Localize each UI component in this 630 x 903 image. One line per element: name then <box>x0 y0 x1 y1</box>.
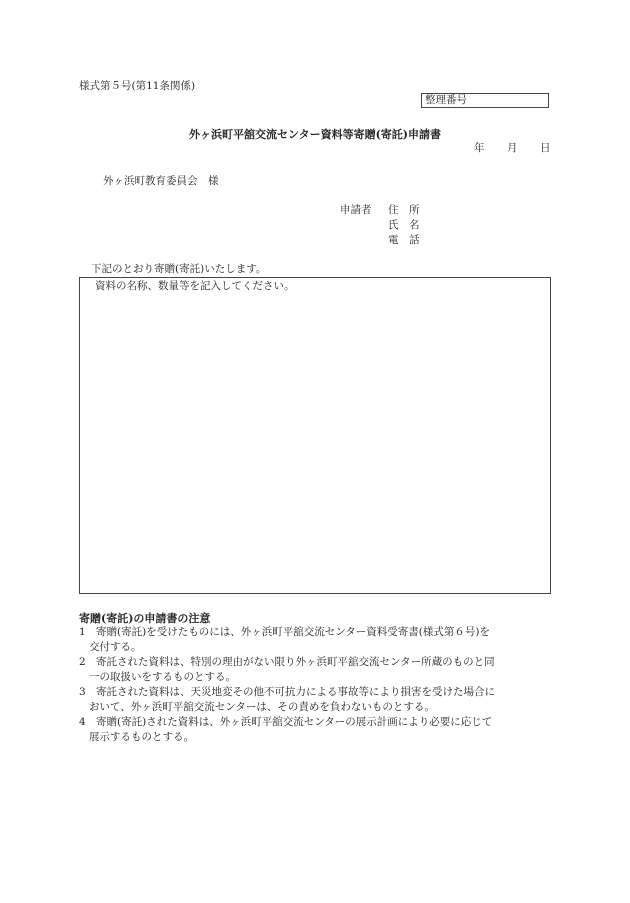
note-item <box>79 625 554 655</box>
note-item <box>79 715 554 745</box>
note-number: 3 <box>79 686 86 698</box>
date-day-label: 日 <box>540 142 551 154</box>
reference-number-label: 整理番号 <box>425 94 467 106</box>
applicant-address-label: 住 所 <box>388 204 420 216</box>
date-year-label: 年 <box>474 142 485 154</box>
note-item <box>79 685 554 715</box>
note-number: 2 <box>79 656 86 668</box>
note-text-continued: おいて、外ヶ浜町平舘交流センターは、その責めを負わないものとする。 <box>89 701 435 713</box>
note-text: 寄贈(寄託)された資料は、外ヶ浜町平舘交流センターの展示計画により必要に応じて <box>96 716 493 728</box>
note-text-continued: 一の取扱いをするものとする。 <box>89 671 236 683</box>
materials-entry-instruction: 資料の名称、数量等を記入してください。 <box>95 280 295 292</box>
intro-text: 下記のとおり寄贈(寄託)いたします。 <box>91 263 267 275</box>
reference-number-field[interactable] <box>421 93 549 108</box>
notes-heading: 寄贈(寄託)の申請書の注意 <box>79 612 211 625</box>
document-title: 外ヶ浜町平舘交流センター資料等寄贈(寄託)申請書 <box>189 128 441 141</box>
note-item <box>79 655 554 685</box>
note-number: 4 <box>79 716 86 728</box>
form-number-label: 様式第５号(第11条関係) <box>79 80 196 92</box>
note-text: 寄託された資料は、天災地変その他不可抗力による事故等により損害を受けた場合に <box>96 686 495 698</box>
note-text-continued: 展示するものとする。 <box>89 731 194 743</box>
applicant-phone-label: 電 話 <box>388 234 420 246</box>
applicant-name-label: 氏 名 <box>388 219 420 231</box>
materials-entry-box[interactable] <box>79 277 551 594</box>
note-text: 寄贈(寄託)を受けたものには、外ヶ浜町平舘交流センター資料受寄書(様式第６号)を <box>96 626 490 638</box>
note-text-continued: 交付する。 <box>89 641 142 653</box>
applicant-label: 申請者 <box>340 204 372 216</box>
addressee: 外ヶ浜町教育委員会 様 <box>103 175 219 187</box>
note-number: 1 <box>79 626 86 638</box>
note-text: 寄託された資料は、特別の理由がない限り外ヶ浜町平舘交流センター所蔵のものと同 <box>96 656 495 668</box>
date-month-label: 月 <box>507 142 518 154</box>
